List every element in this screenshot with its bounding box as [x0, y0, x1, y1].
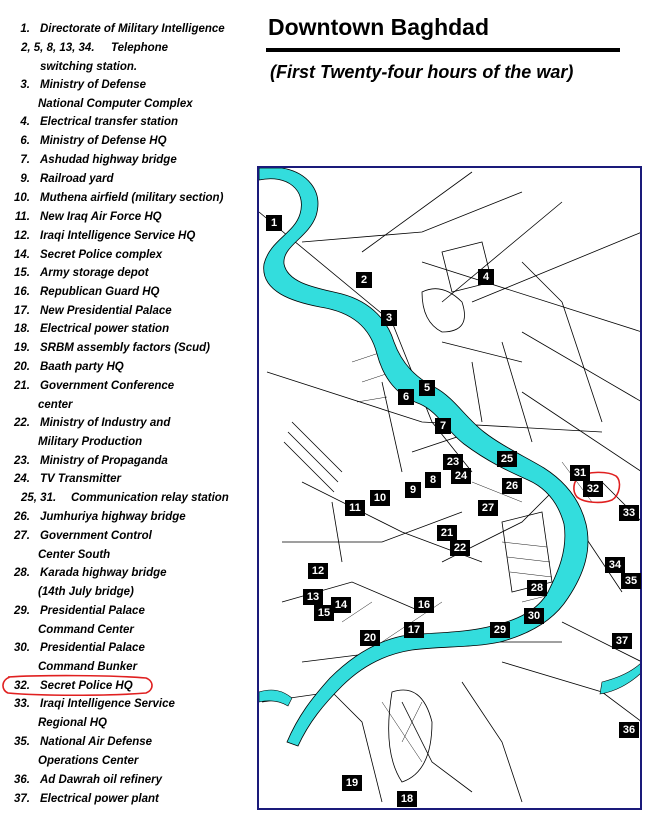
- legend-text: Government Conference: [40, 380, 175, 392]
- legend-number: 32.: [14, 680, 30, 692]
- legend-text: National Computer Complex: [38, 98, 193, 110]
- map-marker-4: 4: [478, 269, 494, 285]
- highlight-circle-legend: [0, 674, 154, 696]
- map-marker-25: 25: [497, 451, 517, 467]
- map-marker-26: 26: [502, 478, 522, 494]
- legend-text: Presidential Palace: [40, 605, 145, 617]
- legend-text: Ministry of Defense HQ: [40, 135, 167, 147]
- map-marker-16: 16: [414, 597, 434, 613]
- legend-number: 25, 31.: [21, 492, 57, 504]
- tigris-river: [259, 168, 588, 746]
- legend-text: Secret Police complex: [40, 249, 163, 261]
- legend-text: Army storage depot: [40, 267, 149, 279]
- legend-text: center: [38, 399, 73, 411]
- legend-text: Ad Dawrah oil refinery: [40, 774, 163, 786]
- legend-text: Karada highway bridge: [40, 567, 167, 579]
- map-marker-30: 30: [524, 608, 544, 624]
- map-marker-35: 35: [621, 573, 641, 589]
- map-marker-2: 2: [356, 272, 372, 288]
- legend-text: TV Transmitter: [40, 473, 121, 485]
- legend-number: 26.: [14, 511, 30, 523]
- title-rule: [266, 48, 620, 52]
- legend-text: Ministry of Defense: [40, 79, 147, 91]
- map-marker-23: 23: [443, 454, 463, 470]
- map-marker-9: 9: [405, 482, 421, 498]
- legend-text: Operations Center: [38, 755, 139, 767]
- legend-text: Iraqi Intelligence Service: [40, 698, 175, 710]
- legend-number: 30.: [14, 642, 30, 654]
- map-marker-22: 22: [450, 540, 470, 556]
- map-marker-10: 10: [370, 490, 390, 506]
- map-marker-37: 37: [612, 633, 632, 649]
- diyala-river: [600, 662, 640, 694]
- legend-number: 36.: [14, 774, 30, 786]
- legend-text: Secret Police HQ: [40, 680, 133, 692]
- legend-number: 20.: [14, 361, 30, 373]
- map-marker-34: 34: [605, 557, 625, 573]
- legend-number: 6.: [20, 135, 30, 147]
- map-title: Downtown Baghdad: [268, 14, 490, 40]
- river-branch: [259, 690, 292, 706]
- legend-number: 9.: [20, 173, 30, 185]
- legend-number: 19.: [14, 342, 30, 354]
- legend-text: Ashudad highway bridge: [40, 154, 177, 166]
- legend-number: 21.: [14, 380, 30, 392]
- legend-text: Command Bunker: [38, 661, 138, 673]
- map-marker-14: 14: [331, 597, 351, 613]
- map-marker-27: 27: [478, 500, 498, 516]
- legend-number: 24.: [14, 473, 30, 485]
- legend-text: switching station.: [40, 61, 138, 73]
- legend-number: 3.: [20, 79, 30, 91]
- map-marker-1: 1: [266, 215, 282, 231]
- legend-text: Center South: [38, 549, 111, 561]
- map-marker-29: 29: [490, 622, 510, 638]
- legend-text: Jumhuriya highway bridge: [40, 511, 186, 523]
- map-marker-6: 6: [398, 389, 414, 405]
- map-marker-21: 21: [437, 525, 457, 541]
- legend-text: Electrical power station: [40, 323, 170, 335]
- legend-text: New Iraq Air Force HQ: [40, 211, 162, 223]
- map-marker-33: 33: [619, 505, 639, 521]
- legend-number: 11.: [14, 211, 30, 223]
- legend-text: Baath party HQ: [40, 361, 124, 373]
- legend-text: Command Center: [38, 624, 134, 636]
- map-marker-11: 11: [345, 500, 365, 516]
- legend-text: Presidential Palace: [40, 642, 145, 654]
- legend-text: Railroad yard: [40, 173, 114, 185]
- legend-text: Ministry of Industry and: [40, 417, 171, 429]
- legend-number: 15.: [14, 267, 30, 279]
- legend-text: National Air Defense: [40, 736, 153, 748]
- map-subtitle: (First Twenty-four hours of the war): [270, 62, 574, 82]
- map-marker-36: 36: [619, 722, 639, 738]
- legend-number: 16.: [14, 286, 30, 298]
- legend-text: Directorate of Military Intelligence: [40, 23, 225, 35]
- map-marker-12: 12: [308, 563, 328, 579]
- map-marker-18: 18: [397, 791, 417, 807]
- legend-number: 14.: [14, 249, 30, 261]
- map-marker-7: 7: [435, 418, 451, 434]
- legend-text: New Presidential Palace: [40, 305, 172, 317]
- legend-number: 7.: [20, 154, 30, 166]
- legend-number: 12.: [14, 230, 30, 242]
- map-marker-15: 15: [314, 605, 334, 621]
- legend-number: 27.: [14, 530, 30, 542]
- legend-number: 28.: [14, 567, 30, 579]
- legend-number: 2, 5, 8, 13, 34.: [21, 42, 95, 54]
- map-marker-5: 5: [419, 380, 435, 396]
- map-marker-28: 28: [527, 580, 547, 596]
- legend-text: Republican Guard HQ: [40, 286, 160, 298]
- legend-text: Muthena airfield (military section): [40, 192, 224, 204]
- legend-number: 1.: [20, 23, 30, 35]
- map-marker-3: 3: [381, 310, 397, 326]
- legend-number: 23.: [14, 455, 30, 467]
- legend-text: Iraqi Intelligence Service HQ: [40, 230, 196, 242]
- legend-text: Electrical power plant: [40, 793, 159, 805]
- map-marker-19: 19: [342, 775, 362, 791]
- legend-number: 33.: [14, 698, 30, 710]
- legend-text: Regional HQ: [38, 717, 108, 729]
- map-marker-17: 17: [404, 622, 424, 638]
- legend-number: 37.: [14, 793, 30, 805]
- legend-number: 10.: [14, 192, 30, 204]
- map-marker-8: 8: [425, 472, 441, 488]
- legend-text: Ministry of Propaganda: [40, 455, 168, 467]
- legend-number: 4.: [20, 116, 30, 128]
- legend-text: Communication relay station: [71, 492, 229, 504]
- legend-text: Military Production: [38, 436, 143, 448]
- legend-number: 18.: [14, 323, 30, 335]
- map-marker-13: 13: [303, 589, 323, 605]
- legend-number: 35.: [14, 736, 30, 748]
- legend-text: SRBM assembly factors (Scud): [40, 342, 210, 354]
- map-marker-20: 20: [360, 630, 380, 646]
- legend-text: Electrical transfer station: [40, 116, 179, 128]
- map-marker-24: 24: [451, 468, 471, 484]
- legend-text: Government Control: [40, 530, 152, 542]
- map-marker-32: 32: [583, 481, 603, 497]
- legend-text: Telephone: [111, 42, 169, 54]
- legend-number: 29.: [14, 605, 30, 617]
- legend-number: 17.: [14, 305, 30, 317]
- legend-text: (14th July bridge): [38, 586, 134, 598]
- map-marker-31: 31: [570, 465, 590, 481]
- legend-number: 22.: [14, 417, 30, 429]
